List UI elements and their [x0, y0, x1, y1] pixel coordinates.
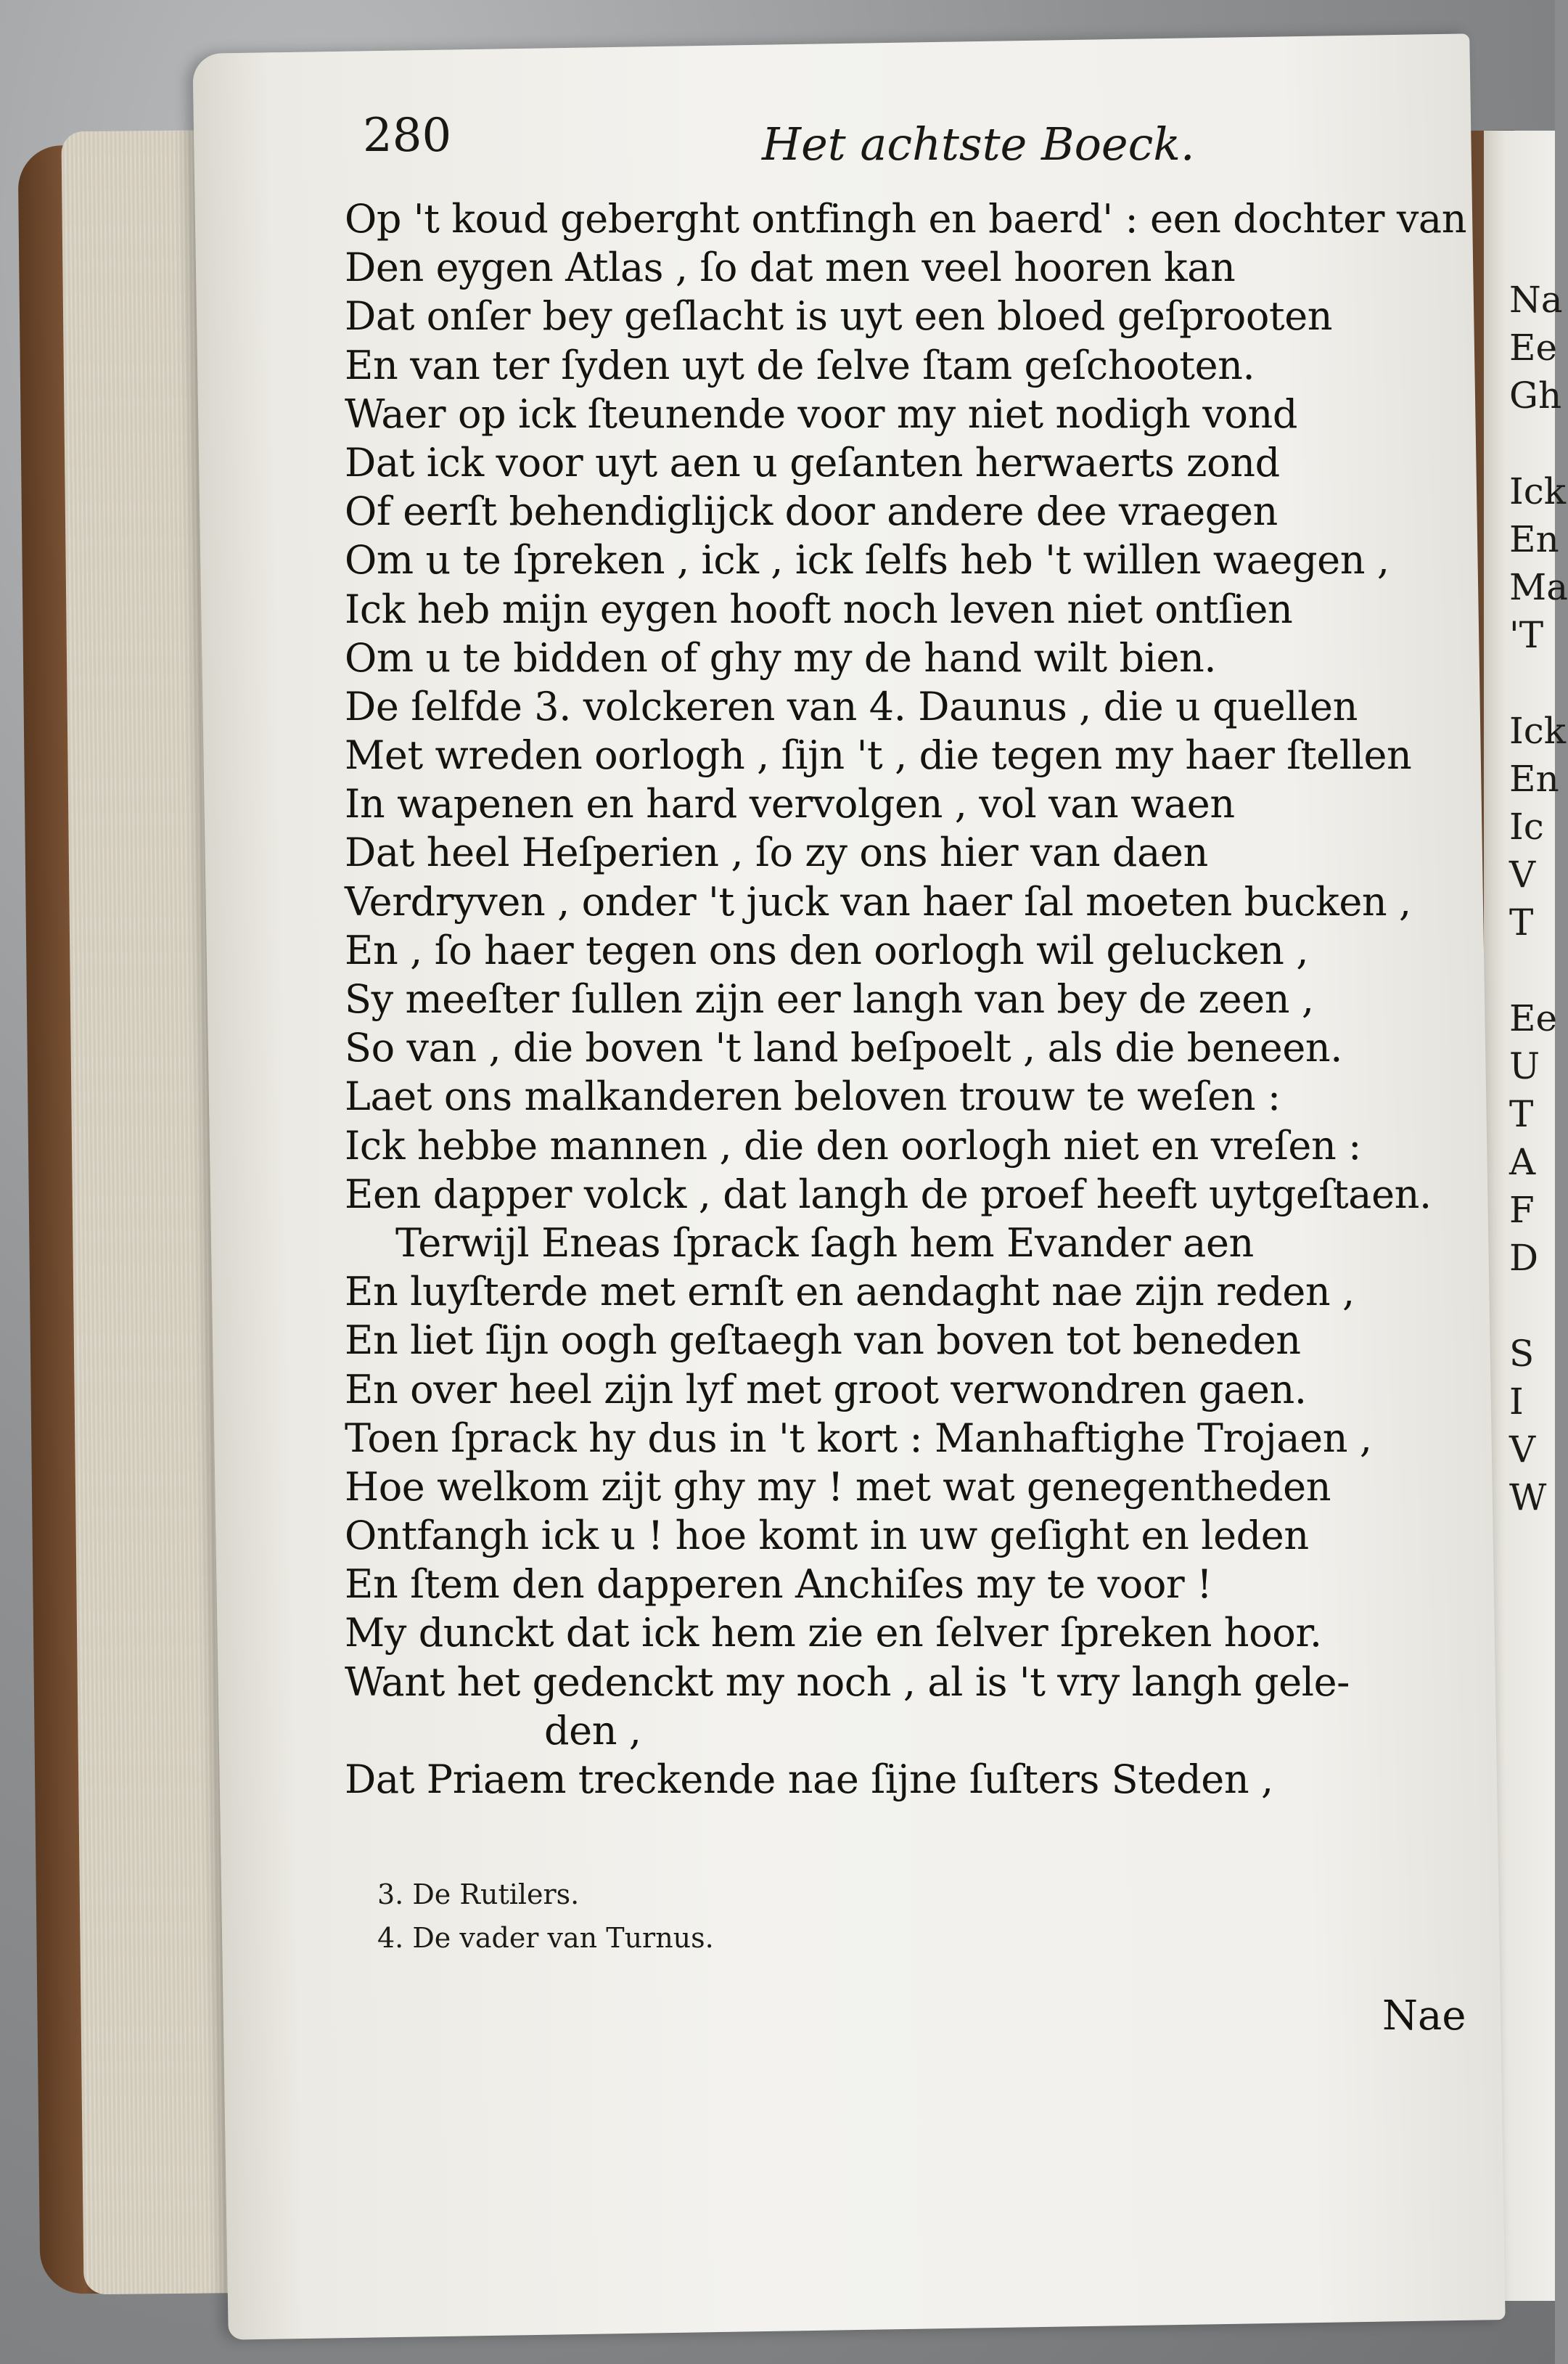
next-page-fragment: W [1509, 1476, 1547, 1518]
verse-line: Dat heel Heſperien , ſo zy ons hier van daen [345, 830, 1208, 876]
next-page-fragment: V [1509, 1428, 1536, 1471]
next-page-fragment: I [1509, 1381, 1524, 1423]
next-page-fragment: Ee [1509, 997, 1558, 1039]
footnotes [377, 1873, 714, 1960]
next-page-fragment: D [1509, 1237, 1539, 1279]
verse-line: Den eygen Atlas , ſo dat men veel hooren kan [345, 245, 1236, 291]
verse-line: Een dapper volck , dat langh de proef heeft uytgeſtaen. [345, 1171, 1432, 1217]
next-page-fragment: T [1509, 901, 1534, 944]
next-page-fragment: Ma [1509, 566, 1568, 608]
verse-line: den , [544, 1707, 641, 1754]
verse-line: Dat onſer bey geſlacht is uyt een bloed geſprooten [345, 293, 1333, 340]
verse-line: Laet ons malkanderen beloven trouw te weſen : [345, 1073, 1281, 1120]
next-page-fragment: U [1509, 1045, 1540, 1087]
next-page-fragment: 'T [1509, 614, 1544, 656]
verse-line: Waer op ick ſteunende voor my niet nodigh vond [345, 390, 1298, 437]
next-page-fragment: S [1509, 1333, 1535, 1375]
verse-line: Dat Priaem treckende nae ſijne ſuſters Steden , [345, 1756, 1273, 1802]
footnote: 3. De Rutilers. [377, 1878, 580, 1910]
page-header [363, 109, 1437, 174]
verse-line: En , ſo haer tegen ons den oorlogh wil gelucken , [345, 927, 1309, 973]
next-page-fragment: En [1509, 758, 1559, 800]
verse-line: En van ter ſyden uyt de ſelve ſtam geſchooten. [345, 342, 1255, 388]
next-page-fragment: Ick [1509, 710, 1567, 752]
next-page-fragment: T [1509, 1093, 1534, 1135]
verse-line: Ick heb mijn eygen hooft noch leven niet ontſien [345, 586, 1293, 632]
verse-line: Sy meeſter ſullen zijn eer langh van bey de zeen , [345, 976, 1314, 1022]
verse-line: En liet ſijn oogh geſtaegh van boven tot beneden [345, 1317, 1301, 1364]
verse-line: Of eerſt behendiglijck door andere dee vraegen [345, 488, 1278, 535]
verse-line: Ontfangh ick u ! hoe komt in uw geſight en leden [345, 1513, 1309, 1559]
catchword: Nae [1382, 1992, 1466, 2040]
next-page-fragment [1509, 420, 1555, 467]
verse-line: Dat ick voor uyt aen u geſanten herwaerts zond [345, 439, 1280, 486]
verse-line: In wapenen en hard vervolgen , vol van waen [345, 781, 1235, 827]
next-page-fragment: En [1509, 518, 1559, 560]
verse-line: Om u te ſpreken , ick , ick ſelfs heb 't willen waegen , [345, 537, 1390, 584]
running-title: Het achtste Boeck. [762, 118, 1195, 171]
next-page-fragment [1509, 1282, 1555, 1330]
verse-line: Met wreden oorlogh , ſijn 't , die tegen my haer ſtellen [345, 732, 1412, 779]
verse-line: Want het gedenckt my noch , al is 't vry langh gele- [345, 1659, 1350, 1705]
verse-line: Hoe welkom zijt ghy my ! met wat genegentheden [345, 1463, 1331, 1510]
verse-text [345, 195, 1467, 1804]
verse-line: So van , die boven 't land beſpoelt , als die beneen. [345, 1025, 1343, 1071]
verse-line: Op 't koud geberght ontfingh en baerd' : een dochter van [345, 196, 1467, 242]
next-page-fragment: Na [1509, 279, 1563, 321]
verse-line: Ick hebbe mannen , die den oorlogh niet en vreſen : [345, 1122, 1361, 1169]
footnote: 4. De vader van Turnus. [377, 1922, 714, 1954]
next-page-fragment: Ic [1509, 806, 1544, 848]
next-page-fragment: Ick [1509, 470, 1567, 512]
next-page-text [1509, 276, 1568, 1521]
verse-line: En ſtem den dapperen Anchiſes my te voor ! [345, 1561, 1212, 1608]
verse-line: Terwijl Eneas ſprack ſagh hem Evander aen [395, 1219, 1254, 1266]
verse-line: De ſelfde 3. volckeren van 4. Daunus , die u quellen [345, 683, 1358, 729]
page-number: 280 [363, 109, 452, 163]
verse-line: Verdryven , onder 't juck van haer ſal moeten bucken , [345, 878, 1411, 925]
next-page-fragment: V [1509, 854, 1536, 896]
verse-line: Toen ſprack hy dus in 't kort : Manhaftighe Trojaen , [345, 1415, 1372, 1461]
next-page-fragment: Gh [1509, 375, 1562, 417]
next-page-fragment: Ee [1509, 327, 1558, 369]
next-page-fragment [1509, 659, 1555, 707]
next-page-fragment: A [1509, 1141, 1536, 1183]
verse-line: My dunckt dat ick hem zie en ſelver ſpreken hoor. [345, 1610, 1322, 1656]
next-page-fragment [1509, 946, 1555, 994]
verse-line: En over heel zijn lyf met groot verwondren gaen. [345, 1366, 1307, 1412]
next-page-fragment: F [1509, 1189, 1535, 1231]
verse-line: Om u te bidden of ghy my de hand wilt bien. [345, 634, 1217, 681]
verse-line: En luyſterde met ernſt en aendaght nae zijn reden , [345, 1269, 1355, 1315]
